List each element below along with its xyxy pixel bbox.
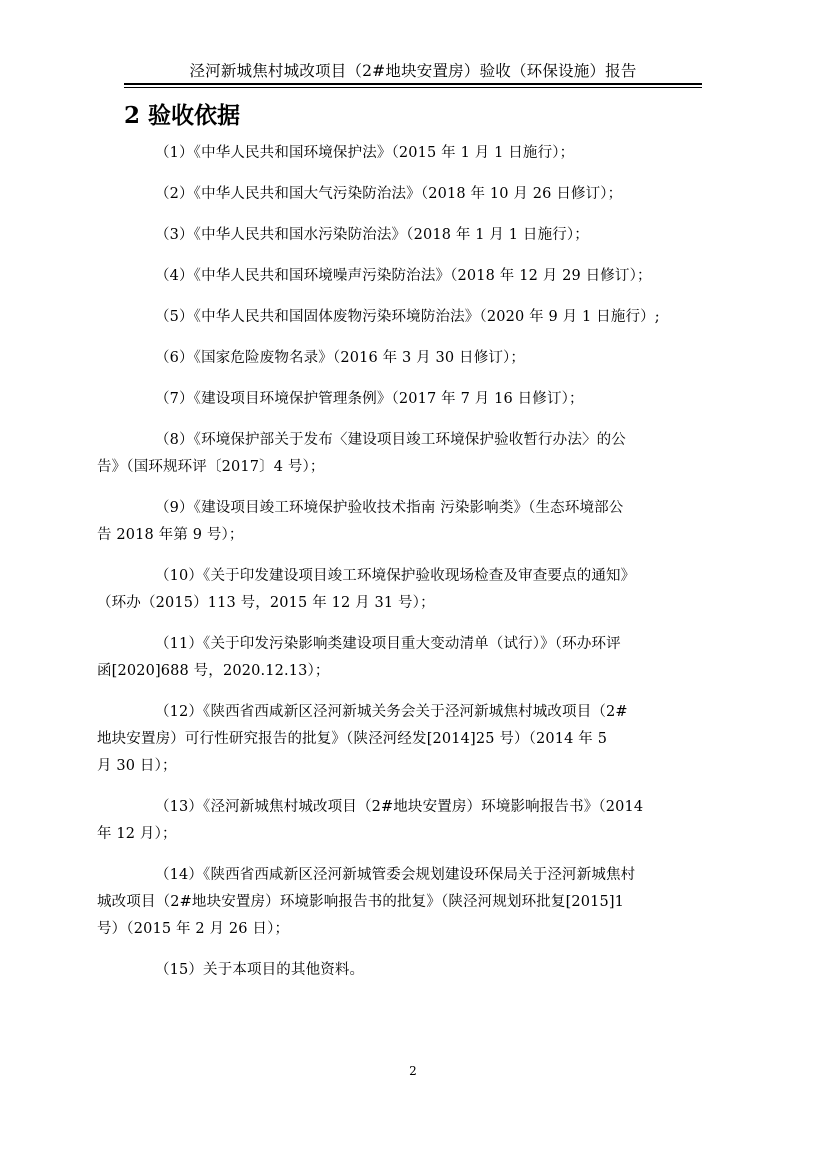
reference-item [97,563,706,617]
reference-item [97,427,706,481]
reference-item [97,699,706,780]
reference-line: （15）关于本项目的其他资料。 [155,962,365,978]
reference-line: （1）《中华人民共和国环境保护法》（2015 年 1 月 1 日施行）； [155,145,575,161]
reference-line: 地块安置房）可行性研究报告的批复》（陕泾河经发[2014]25 号）（2014 年 5 [97,731,608,747]
reference-line: 号）（2015 年 2 月 26 日）； [97,921,290,937]
reference-item [97,495,706,549]
reference-line: （11）《关于印发污染影响类建设项目重大变动清单（试行）》（环办环评 [155,636,621,652]
reference-item [97,794,706,848]
reference-line: （9）《建设项目竣工环境保护验收技术指南 污染影响类》（生态环境部公 [155,500,624,516]
reference-line: （13）《泾河新城焦村城改项目（2#地块安置房）环境影响报告书》（2014 [155,799,644,815]
reference-line: 告 2018 年第 9 号）； [97,527,244,543]
reference-item [126,345,706,372]
header-rule-thin [124,87,702,88]
reference-line: （12）《陕西省西咸新区泾河新城关务会关于泾河新城焦村城改项目（2# [155,704,628,720]
reference-line: 告》（国环规环评〔2017〕4 号）； [97,459,325,475]
reference-list [97,140,706,998]
reference-item [126,222,706,249]
reference-line: （4）《中华人民共和国环境噪声污染防治法》（2018 年 12 月 29 日修订）； [155,268,652,284]
reference-item [126,140,706,167]
header-rule-thick [124,83,702,85]
reference-line: 月 30 日）； [97,758,177,774]
reference-item [126,263,706,290]
reference-item [97,862,706,943]
reference-item [126,957,706,984]
reference-line: （环办（2015）113 号，2015 年 12 月 31 号）； [97,595,435,611]
reference-line: 函[2020]688 号，2020.12.13）； [97,663,330,679]
reference-line: （5）《中华人民共和国固体废物污染环境防治法》（2020 年 9 月 1 日施行）; [155,309,660,325]
reference-line: （6）《国家危险废物名录》（2016 年 3 月 30 日修订）； [155,350,526,366]
reference-line: 年 12 月）； [97,826,177,842]
page-header-title: 泾河新城焦村城改项目（2#地块安置房）验收（环保设施）报告 [189,62,637,80]
reference-line: （7）《建设项目环境保护管理条例》（2017 年 7 月 16 日修订）； [155,391,584,407]
reference-line: （14）《陕西省西咸新区泾河新城管委会规划建设环保局关于泾河新城焦村 [155,867,636,883]
reference-item [126,181,706,208]
reference-line: （3）《中华人民共和国水污染防治法》（2018 年 1 月 1 日施行）； [155,227,589,243]
reference-item [126,304,706,331]
reference-line: 城改项目（2#地块安置房）环境影响报告书的批复》（陕泾河规划环批复[2015]1 [97,894,625,910]
section-heading: 2 验收依据 [124,102,241,129]
reference-line: （10）《关于印发建设项目竣工环境保护验收现场检查及审查要点的通知》 [155,568,636,584]
reference-line: （2）《中华人民共和国大气污染防治法》（2018 年 10 月 26 日修订）； [155,186,623,202]
reference-item [97,631,706,685]
page-number: 2 [409,1064,417,1078]
reference-line: （8）《环境保护部关于发布〈建设项目竣工环境保护验收暂行办法〉的公 [155,432,626,448]
reference-item [126,386,706,413]
